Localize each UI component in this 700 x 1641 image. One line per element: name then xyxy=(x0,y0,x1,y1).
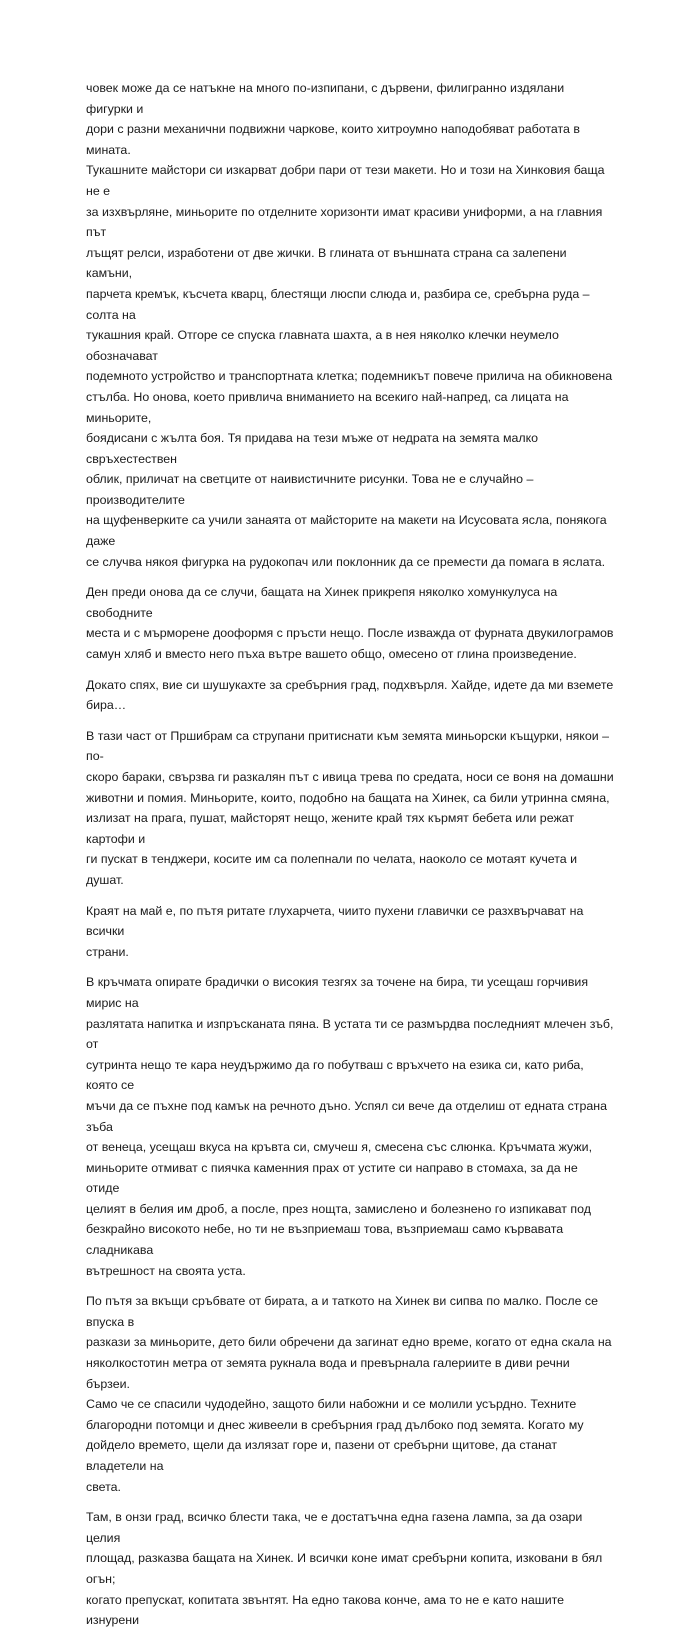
paragraph-6: В кръчмата опирате брадички о високия тезгях за точене на бира, ти усещаш горчивия мирис на разлятата напитка и изпръсканата пяна. В устата ти се размърдва последният млечен зъб, от сутринта нещо те кара неудържимо да го побутваш с връхчето на езика си, като риба, която се мъчи да се пъхне под камък на речното дъно. Успял си вече да отделиш от едната страна зъба от венеца, усещаш вкуса на кръвта си, смучеш я, смесена със слюнка. Кръчмата жужи, миньорите отмиват с пиячка каменния прах от устите си направо в стомаха, за да не отиде целият в белия им дроб, а после, през нощта, замислено и болезнено го изпикават под безкрайно високото небе, но ти не възприемаш това, възприемаш само кървавата сладникава вътрешност на своята уста. xyxy=(86,975,614,1278)
paragraph-3: Докато спях, вие си шушукахте за сребърния град, подхвърля. Хайде, идете да ми вземете бира… xyxy=(86,677,614,713)
paragraph-4: В тази част от Пршибрам са струпани притиснати към земята миньорски къщурки, някои – по- скоро бараки, свързва ги разкалян път с ивица трева по средата, носи се воня на домашни животни и помия. Миньорите, които, подобно на бащата на Хинек, са били утринна смяна, излизат на прага, пушат, майсторят нещо, жените край тях кърмят бебета или режат картофи и ги пускат в тенджери, косите им са полепнали по челата, наоколо се мотаят кучета и душат. xyxy=(86,728,614,887)
document-page xyxy=(86,78,614,1641)
paragraph-2: Ден преди онова да се случи, бащата на Хинек прикрепя няколко хомункулуса на свободните места и с мърморене дооформя с пръсти нещо. После изважда от фурната двукилограмов самун хляб и вместо него пъха вътре вашето общо, омесено от глина произведение. xyxy=(86,585,614,662)
paragraph-5: Краят на май е, по пътя ритате глухарчета, чиито пухени главички се разхвърчават на всички страни. xyxy=(86,903,584,959)
paragraph-8: Там, в онзи град, всичко блести така, че е достатъчна една газена лампа, за да озари целия площад, разказва бащата на Хинек. И всички коне имат сребърни копита, изковани в бял огън; когато препускат, копитата звънтят. На едно такова конче, ама то не е като нашите изнурени xyxy=(86,1510,603,1628)
paragraph-1: човек може да се натъкне на много по-изпипани, с дървени, филигранно издялани фигурки и дори с разни механични подвижни чаркове, които хитроумно наподобяват работата в мината. Тукашните майстори си изкарват добри пари от тези макети. Но и този на Хинковия баща не е за изхвърляне, миньорите по отделните хоризонти имат красиви униформи, а на главния път лъщят релси, изработени от две жички. В глината от външната страна са залепени камъни, парчета кремък, късчета кварц, блестящи люспи слюда и, разбира се, сребърна руда – солта на тукашния край. Отгоре се спуска главната шахта, а в нея няколко клечки неумело обозначават подемното устройство и транспортната клетка; подемникът повече прилича на обикновена стълба. Но онова, което привлича вниманието на всекиго най-напред, са лицата на миньорите, боядисани с жълта боя. Тя придава на тези мъже от недрата на земята малко свръхестествен облик, приличат на светците от наивистичните рисунки. Това не е случайно – производителите на щуфенверките са учили занаята от майсторите на макети на Исусовата ясла, понякога даже се случва някоя фигурка на рудокопач или поклонник да се премести да помага в яслата. xyxy=(86,81,613,569)
paragraph-7: По пътя за вкъщи сръбвате от бирата, а и таткото на Хинек ви сипва по малко. После се впуска в разкази за миньорите, дето били обречени да загинат едно време, когато от една скала на няколкостотин метра от земята рукнала вода и превърнала галериите в диви речни бързеи. Само че се спасили чудодейно, защото били набожни и се молили усърдно. Техните благородни потомци и днес живеели в сребърния град дълбоко под земята. Когато му дойдело времето, щели да излязат горе и, пазени от сребърни щитове, да станат владетели на света. xyxy=(86,1294,612,1494)
